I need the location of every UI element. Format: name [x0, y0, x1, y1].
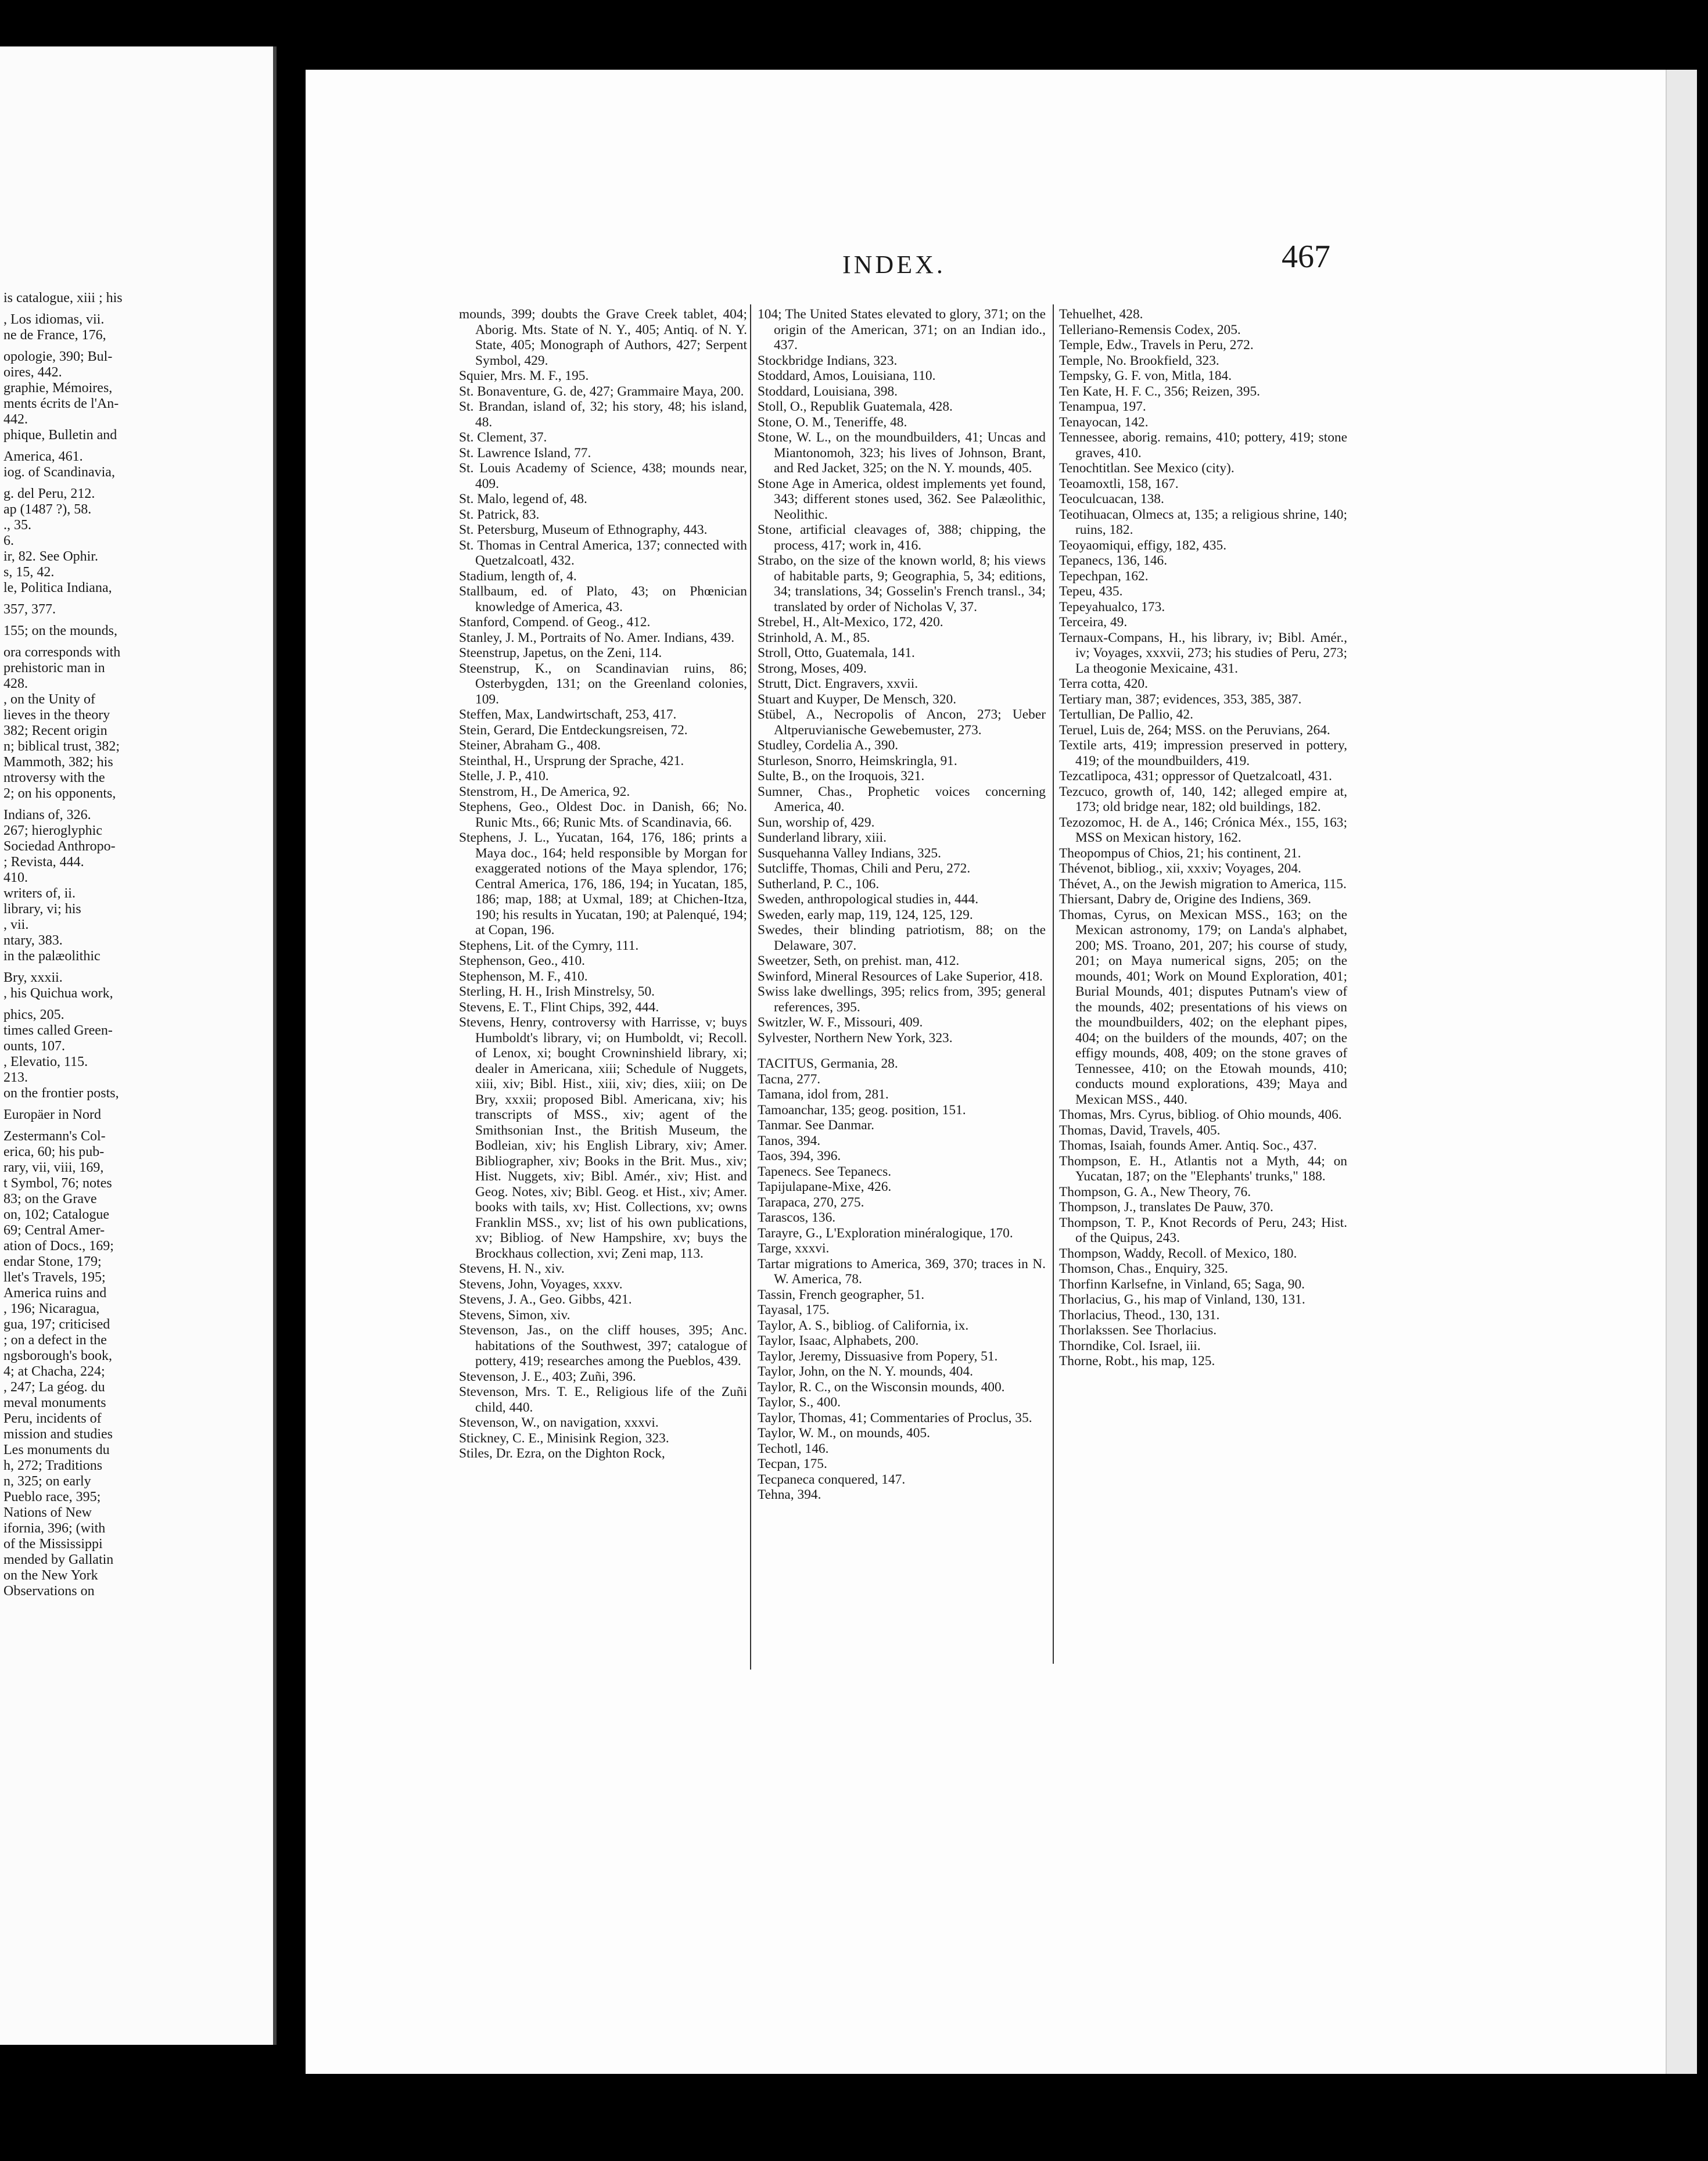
- left-page-line: gua, 197; criticised: [3, 1317, 110, 1332]
- left-page-line: in the palæolithic: [3, 949, 101, 964]
- index-entry: Tanmar. See Danmar.: [758, 1118, 875, 1133]
- left-page-line: ounts, 107.: [3, 1039, 66, 1054]
- index-entry: Stevenson, Jas., on the cliff houses, 395; Anc. habitations of the Southwest, 397; catalogue of pottery, 419; researches among the Pueblos, 439.: [459, 1323, 747, 1369]
- index-entry: Stevens, H. N., xiv.: [459, 1261, 565, 1276]
- line-gap: [3, 1001, 271, 1007]
- index-entry: Tanos, 394.: [758, 1133, 821, 1148]
- section-gap: [758, 1046, 1046, 1056]
- left-page-line: Pueblo race, 395;: [3, 1489, 101, 1505]
- index-entry: St. Bonaventure, G. de, 427; Grammaire Maya, 200.: [459, 383, 744, 399]
- index-entry: Tacna, 277.: [758, 1071, 821, 1087]
- index-entry: Stoddard, Amos, Louisiana, 110.: [758, 368, 936, 383]
- left-page-line: n; biblical trust, 382;: [3, 739, 120, 754]
- line-gap: [3, 964, 271, 970]
- index-entry: Tehuelhet, 428.: [1059, 307, 1143, 322]
- index-entry: Taylor, S., 400.: [758, 1395, 841, 1410]
- index-entry: Ternaux-Compans, H., his library, iv; Bibl. Amér., iv; Voyages, xxxvii, 273; his studies of Peru, 273; La theogonie Mexicaine, 431.: [1059, 630, 1347, 676]
- left-page-line: ap (1487 ?), 58.: [3, 502, 92, 517]
- left-page-line: 213.: [3, 1070, 28, 1085]
- left-page-line: llet's Travels, 195;: [3, 1270, 106, 1285]
- left-page-line: Sociedad Anthropo-: [3, 839, 116, 854]
- index-entry: Taylor, Isaac, Alphabets, 200.: [758, 1333, 919, 1348]
- left-page-line: 428.: [3, 676, 28, 691]
- left-page-line: on, 102; Catalogue: [3, 1207, 109, 1222]
- index-entry: Stenstrom, H., De America, 92.: [459, 784, 630, 799]
- left-page-line: oires, 442.: [3, 365, 62, 380]
- index-entry: St. Petersburg, Museum of Ethnography, 443.: [459, 522, 708, 537]
- index-entry: Teoculcuacan, 138.: [1059, 491, 1164, 507]
- left-page-line: 442.: [3, 412, 28, 427]
- left-page-line: , 196; Nicaragua,: [3, 1301, 100, 1316]
- index-entry: Terceira, 49.: [1059, 615, 1128, 630]
- line-gap: [3, 802, 271, 807]
- index-entry: Sturleson, Snorro, Heimskringla, 91.: [758, 753, 957, 769]
- index-entry: Thompson, Waddy, Recoll. of Mexico, 180.: [1059, 1245, 1297, 1261]
- left-page-line: on the New York: [3, 1568, 98, 1583]
- index-entry: Tezcuco, growth of, 140, 142; alleged empire at, 173; old bridge near, 182; old buildings, 182.: [1059, 784, 1347, 814]
- left-page-line: America, 461.: [3, 449, 83, 464]
- index-entry: Tennessee, aborig. remains, 410; pottery, 419; stone graves, 410.: [1059, 430, 1347, 461]
- index-column-2: [758, 307, 1046, 1503]
- left-page-line: Bry, xxxii.: [3, 970, 63, 985]
- index-entry: Stephenson, Geo., 410.: [459, 953, 585, 968]
- left-page-line: 2; on his opponents,: [3, 786, 116, 801]
- index-entry: Sunderland library, xiii.: [758, 830, 887, 845]
- index-entry: Tempsky, G. F. von, Mitla, 184.: [1059, 368, 1232, 383]
- index-entry: Sweden, anthropological studies in, 444.: [758, 892, 979, 907]
- index-column-1: [459, 307, 747, 1462]
- left-page-line: g. del Peru, 212.: [3, 486, 95, 501]
- left-page-line: , 247; La géog. du: [3, 1380, 105, 1395]
- index-entry: Tertullian, De Pallio, 42.: [1059, 707, 1193, 722]
- index-entry: Strutt, Dict. Engravers, xxvii.: [758, 676, 918, 691]
- page-edge-shadow: [1666, 70, 1697, 2074]
- index-entry: Squier, Mrs. M. F., 195.: [459, 368, 589, 383]
- index-entry: TACITUS, Germania, 28.: [758, 1056, 898, 1071]
- index-entry: Steenstrup, K., on Scandinavian ruins, 86; Osterbygden, 131; on the Greenland colonies, 109.: [459, 660, 747, 707]
- index-entry: St. Clement, 37.: [459, 430, 547, 445]
- left-page-line: ora corresponds with: [3, 645, 121, 660]
- index-entry: Thomas, Isaiah, founds Amer. Antiq. Soc., 437.: [1059, 1138, 1317, 1153]
- column-rule: [1053, 304, 1054, 1664]
- left-page-line: on the frontier posts,: [3, 1086, 119, 1101]
- index-entry: Tepeyahualco, 173.: [1059, 599, 1165, 615]
- left-page-line: ir, 82. See Ophir.: [3, 549, 99, 564]
- index-entry: Ten Kate, H. F. C., 356; Reizen, 395.: [1059, 383, 1260, 399]
- index-entry: Stephenson, M. F., 410.: [459, 968, 588, 984]
- index-entry: Thompson, G. A., New Theory, 76.: [1059, 1184, 1251, 1200]
- left-page-line: ., 35.: [3, 518, 31, 533]
- index-entry: Tarayre, G., L'Exploration minéralogique, 170.: [758, 1225, 1013, 1241]
- index-entry: Thompson, E. H., Atlantis not a Myth, 44; on Yucatan, 187; on the "Elephants' trunks," 188.: [1059, 1153, 1347, 1184]
- index-entry: Thompson, T. P., Knot Records of Peru, 243; Hist. of the Quipus, 243.: [1059, 1215, 1347, 1245]
- index-entry: Tezcatlipoca, 431; oppressor of Quetzalcoatl, 431.: [1059, 769, 1332, 784]
- index-entry: Stevenson, J. E., 403; Zuñi, 396.: [459, 1369, 636, 1384]
- left-page-line: lieves in the theory: [3, 708, 110, 723]
- index-entry: Tartar migrations to America, 369, 370; traces in N. W. America, 78.: [758, 1256, 1046, 1287]
- line-gap: [3, 1123, 271, 1129]
- index-entry: Stephens, Lit. of the Cymry, 111.: [459, 938, 639, 953]
- index-entry: Steenstrup, Japetus, on the Zeni, 114.: [459, 645, 662, 660]
- index-entry: Taylor, Thomas, 41; Commentaries of Proclus, 35.: [758, 1410, 1032, 1426]
- index-entry: Switzler, W. F., Missouri, 409.: [758, 1015, 923, 1030]
- left-page-line: ifornia, 396; (with: [3, 1521, 106, 1536]
- index-entry: Tehna, 394.: [758, 1487, 821, 1502]
- index-entry: St. Lawrence Island, 77.: [459, 445, 591, 461]
- left-page-line: , vii.: [3, 917, 29, 932]
- index-entry: Sweetzer, Seth, on prehist. man, 412.: [758, 953, 960, 968]
- index-entry: Strabo, on the size of the known world, 8; his views of habitable parts, 9; Geographia, 5, 34; editions, 34; translations, 34; Gosselin's French transl., 34; translated by order of Nicholas V, 37.: [758, 553, 1046, 615]
- index-entry: Tezozomoc, H. de A., 146; Crónica Méx., 155, 163; MSS on Mexican history, 162.: [1059, 814, 1347, 845]
- index-entry: Sutherland, P. C., 106.: [758, 876, 880, 892]
- index-entry: Tertiary man, 387; evidences, 353, 385, 387.: [1059, 691, 1302, 707]
- line-gap: [3, 618, 271, 623]
- index-entry: Sweden, early map, 119, 124, 125, 129.: [758, 907, 973, 922]
- index-entry: Strong, Moses, 409.: [758, 660, 867, 676]
- left-page-line: Indians of, 326.: [3, 807, 91, 823]
- page-number: 467: [1282, 239, 1330, 275]
- index-column-3: [1059, 307, 1347, 1369]
- index-entry: Thorfinn Karlsefne, in Vinland, 65; Saga, 90.: [1059, 1276, 1305, 1292]
- index-entry: 104; The United States elevated to glory, 371; on the origin of the American, 371; on an Indian ido., 437.: [758, 307, 1046, 353]
- index-entry: St. Thomas in Central America, 137; connected with Quetzalcoatl, 432.: [459, 537, 747, 568]
- left-page-line: Mammoth, 382; his: [3, 755, 113, 770]
- left-page-line: Nations of New: [3, 1505, 92, 1520]
- index-entry: Tapijulapane-Mixe, 426.: [758, 1179, 892, 1194]
- index-entry: Thiersant, Dabry de, Origine des Indiens, 369.: [1059, 892, 1311, 907]
- index-entry: Thorlacius, Theod., 130, 131.: [1059, 1307, 1220, 1323]
- index-entry: Tecpaneca conquered, 147.: [758, 1471, 906, 1487]
- index-entry: Swedes, their blinding patriotism, 88; on the Delaware, 307.: [758, 922, 1046, 953]
- index-entry: Stiles, Dr. Ezra, on the Dighton Rock,: [459, 1446, 665, 1461]
- index-entry: Tenampua, 197.: [1059, 399, 1146, 414]
- index-entry: Targe, xxxvi.: [758, 1241, 830, 1256]
- index-entry: Stanley, J. M., Portraits of No. Amer. Indians, 439.: [459, 630, 735, 645]
- index-entry: Sumner, Chas., Prophetic voices concerning America, 40.: [758, 784, 1046, 814]
- left-page-line: , Elevatio, 115.: [3, 1054, 88, 1069]
- left-page-line: , Los idiomas, vii.: [3, 312, 105, 327]
- index-entry: Stevens, E. T., Flint Chips, 392, 444.: [459, 999, 659, 1015]
- left-page-line: ; Revista, 444.: [3, 855, 84, 870]
- left-page-line: , his Quichua work,: [3, 986, 113, 1001]
- index-entry: Thomas, David, Travels, 405.: [1059, 1122, 1221, 1138]
- index-entry: Teotihuacan, Olmecs at, 135; a religious shrine, 140; ruins, 182.: [1059, 507, 1347, 537]
- index-entry: Tarascos, 136.: [758, 1210, 836, 1225]
- index-entry: Thévenot, bibliog., xii, xxxiv; Voyages, 204.: [1059, 861, 1301, 876]
- left-page-line: ngsborough's book,: [3, 1348, 112, 1363]
- index-entry: Tassin, French geographer, 51.: [758, 1287, 925, 1302]
- index-entry: Theopompus of Chios, 21; his continent, 21.: [1059, 845, 1301, 861]
- index-entry: Stevenson, W., on navigation, xxxvi.: [459, 1415, 659, 1430]
- index-entry: Taylor, A. S., bibliog. of California, ix.: [758, 1318, 969, 1333]
- index-entry: Stübel, A., Necropolis of Ancon, 273; Ueber Altperuvianische Gewebemuster, 273.: [758, 707, 1046, 738]
- index-entry: Stevens, J. A., Geo. Gibbs, 421.: [459, 1292, 632, 1307]
- index-entry: Stoll, O., Republik Guatemala, 428.: [758, 399, 953, 414]
- line-gap: [3, 306, 271, 312]
- left-page-line: Zestermann's Col-: [3, 1129, 106, 1144]
- left-page-line: ; on a defect in the: [3, 1333, 107, 1348]
- index-entry: Sterling, H. H., Irish Minstrelsy, 50.: [459, 984, 655, 999]
- left-page-line: phique, Bulletin and: [3, 428, 117, 443]
- left-page-line: 83; on the Grave: [3, 1191, 97, 1207]
- left-page-line: 155; on the mounds,: [3, 623, 117, 638]
- index-entry: Stone, O. M., Teneriffe, 48.: [758, 414, 907, 430]
- left-page-line: America ruins and: [3, 1286, 107, 1301]
- left-page-text: [3, 290, 271, 1599]
- line-gap: [3, 596, 271, 602]
- left-page-line: ntary, 383.: [3, 933, 63, 948]
- index-entry: Stone, W. L., on the moundbuilders, 41; Uncas and Miantonomoh, 323; his lives of Johnson, Brant, and Red Jacket, 325; on the N. Y. mounds, 405.: [758, 430, 1046, 476]
- index-entry: Stone, artificial cleavages of, 388; chipping, the process, 417; work in, 416.: [758, 522, 1046, 553]
- index-entry: Thomson, Chas., Enquiry, 325.: [1059, 1261, 1228, 1276]
- index-entry: Tepechpan, 162.: [1059, 568, 1149, 584]
- left-page-line: Europäer in Nord: [3, 1107, 101, 1122]
- index-entry: Stallbaum, ed. of Plato, 43; on Phœnician knowledge of America, 43.: [459, 584, 747, 615]
- index-entry: Sun, worship of, 429.: [758, 814, 875, 830]
- index-entry: Telleriano-Remensis Codex, 205.: [1059, 322, 1241, 338]
- left-page-line: 267; hieroglyphic: [3, 823, 102, 838]
- index-entry: Stroll, Otto, Guatemala, 141.: [758, 645, 915, 660]
- left-facing-page: [0, 46, 277, 2045]
- left-page-line: ation of Docs., 169;: [3, 1239, 114, 1254]
- left-page-line: meval monuments: [3, 1395, 106, 1410]
- index-entry: Textile arts, 419; impression preserved in pottery, 419; of the moundbuilders, 419.: [1059, 738, 1347, 769]
- left-page-line: times called Green-: [3, 1023, 113, 1038]
- index-entry: Taylor, R. C., on the Wisconsin mounds, 400.: [758, 1379, 1005, 1395]
- index-entry: Swinford, Mineral Resources of Lake Superior, 418.: [758, 968, 1043, 984]
- index-entry: Thorndike, Col. Israel, iii.: [1059, 1338, 1201, 1354]
- index-entry: Swiss lake dwellings, 395; relics from, 395; general references, 395.: [758, 984, 1046, 1015]
- index-entry: Tamana, idol from, 281.: [758, 1087, 889, 1102]
- index-entry: Stelle, J. P., 410.: [459, 769, 549, 784]
- left-page-line: erica, 60; his pub-: [3, 1144, 105, 1160]
- index-entry: Tepanecs, 136, 146.: [1059, 553, 1168, 568]
- index-entry: St. Brandan, island of, 32; his story, 48; his island, 48.: [459, 399, 747, 430]
- left-page-line: Peru, incidents of: [3, 1411, 102, 1426]
- line-gap: [3, 1101, 271, 1107]
- left-page-line: of the Mississippi: [3, 1537, 103, 1552]
- index-entry: Tenayocan, 142.: [1059, 414, 1149, 430]
- index-entry: Stein, Gerard, Die Entdeckungsreisen, 72.: [459, 722, 688, 738]
- index-entry: Steffen, Max, Landwirtschaft, 253, 417.: [459, 707, 677, 722]
- index-entry: Stockbridge Indians, 323.: [758, 353, 898, 368]
- index-entry: Thorlacius, G., his map of Vinland, 130, 131.: [1059, 1292, 1305, 1307]
- left-page-line: ntroversy with the: [3, 770, 105, 785]
- index-entry: Sylvester, Northern New York, 323.: [758, 1030, 953, 1046]
- index-entry: Teoyaomiqui, effigy, 182, 435.: [1059, 537, 1227, 553]
- index-entry: St. Louis Academy of Science, 438; mounds near, 409.: [459, 461, 747, 491]
- index-entry: Thévet, A., on the Jewish migration to America, 115.: [1059, 876, 1347, 892]
- index-entry: Stephens, J. L., Yucatan, 164, 176, 186; prints a Maya doc., 164; held responsible by Morgan for exaggerated notions of the Maya splendor, 176; Central America, 176, 186, 194; in Yucatan, 185, 186; map, 188; at Uxmal, 189; at Chichen-Itza, 190; his results in Yucatan, 190; at Palenqué, 194; at Copan, 196.: [459, 830, 747, 938]
- left-page-line: mended by Gallatin: [3, 1552, 114, 1567]
- left-page-line: , on the Unity of: [3, 692, 95, 707]
- left-page-line: ne de France, 176,: [3, 328, 106, 343]
- index-entry: Sulte, B., on the Iroquois, 321.: [758, 769, 925, 784]
- index-entry: St. Malo, legend of, 48.: [459, 491, 587, 507]
- line-gap: [3, 343, 271, 349]
- left-page-line: 357, 377.: [3, 602, 56, 617]
- left-page-line: graphie, Mémoires,: [3, 380, 113, 396]
- index-entry: Teoamoxtli, 158, 167.: [1059, 476, 1179, 491]
- index-entry: Strebel, H., Alt-Mexico, 172, 420.: [758, 615, 943, 630]
- index-entry: Terra cotta, 420.: [1059, 676, 1148, 691]
- left-page-line: is catalogue, xiii ; his: [3, 290, 123, 306]
- left-page-line: Observations on: [3, 1584, 95, 1599]
- index-entry: Taylor, Jeremy, Dissuasive from Popery, 51.: [758, 1348, 998, 1364]
- index-entry: Stone Age in America, oldest implements yet found, 343; different stones used, 362. See Palæolithic, Neolithic.: [758, 476, 1046, 522]
- left-page-line: 410.: [3, 870, 28, 885]
- left-page-line: prehistoric man in: [3, 660, 105, 676]
- left-page-line: endar Stone, 179;: [3, 1254, 102, 1269]
- index-entry: Tamoanchar, 135; geog. position, 151.: [758, 1102, 966, 1118]
- left-page-line: writers of, ii.: [3, 886, 76, 901]
- running-head: INDEX.: [842, 250, 946, 279]
- index-entry: Thompson, J., translates De Pauw, 370.: [1059, 1200, 1273, 1215]
- index-entry: mounds, 399; doubts the Grave Creek tablet, 404; Aborig. Mts. State of N. Y., 405; Antiq. of N. Y. State, 405; Monograph of Authors, 427; Serpent Symbol, 429.: [459, 307, 747, 368]
- line-gap: [3, 443, 271, 449]
- left-page-line: phics, 205.: [3, 1007, 64, 1022]
- index-entry: Taylor, John, on the N. Y. mounds, 404.: [758, 1364, 974, 1379]
- index-entry: Stanford, Compend. of Geog., 412.: [459, 615, 651, 630]
- left-page-line: iog. of Scandinavia,: [3, 465, 115, 480]
- line-gap: [3, 639, 271, 645]
- index-entry: Stevens, John, Voyages, xxxv.: [459, 1276, 623, 1292]
- left-page-line: t Symbol, 76; notes: [3, 1176, 112, 1191]
- left-page-line: rary, vii, viii, 169,: [3, 1160, 104, 1175]
- index-entry: Stevens, Henry, controversy with Harrisse, v; buys Humboldt's library, vi; on Humboldt, vi; Recoll. of Lenox, xi; bought Crowninshield library, xi; dealer in Americana, xiii; Schedule of Nuggets, xiii, xiv; Bibl. Hist., xiii, xiv; dies, xiii; on De Bry, xxxii; proposed Bibl. Americana, xiv; his transcripts of MSS., xiv; agent of the Smithsonian Inst., the British Museum, the Bodleian, xiv; his English Library, xiv; Amer. Bibliographer, xiv; Books in the Brit. Mus., xiv; Hist. Nuggets, xiv; Bibl. Amér., xiv; Hist. and Geog. Notes, xiv; Bibl. Geog. et Hist., xiv; Amer. books with tails, xv; Hist. Collections, xv; owns Franklin MSS., xv; list of his own publications, xv; Bibliog. of New Hampshire, xv; buys the Brockhaus collection, xvi; Zeni map, 113.: [459, 1015, 747, 1261]
- left-page-line: mission and studies: [3, 1427, 113, 1442]
- left-page-line: library, vi; his: [3, 902, 81, 917]
- column-rule: [750, 304, 751, 1670]
- index-entry: Stuart and Kuyper, De Mensch, 320.: [758, 691, 957, 707]
- index-entry: Steiner, Abraham G., 408.: [459, 738, 601, 753]
- index-entry: Tepeu, 435.: [1059, 584, 1123, 599]
- left-page-line: 4; at Chacha, 224;: [3, 1364, 105, 1379]
- left-page-line: ments écrits de l'An-: [3, 396, 119, 411]
- index-entry: Temple, Edw., Travels in Peru, 272.: [1059, 338, 1254, 353]
- index-entry: Temple, No. Brookfield, 323.: [1059, 353, 1219, 368]
- index-entry: St. Patrick, 83.: [459, 507, 540, 522]
- index-entry: Stevens, Simon, xiv.: [459, 1307, 570, 1323]
- index-entry: Stephens, Geo., Oldest Doc. in Danish, 66; No. Runic Mts., 66; Runic Mts. of Scandinavia, 66.: [459, 799, 747, 830]
- index-entry: Tenochtitlan. See Mexico (city).: [1059, 461, 1235, 476]
- index-entry: Studley, Cordelia A., 390.: [758, 738, 899, 753]
- index-entry: Techotl, 146.: [758, 1441, 829, 1456]
- right-page: [306, 70, 1697, 2074]
- left-page-line: Les monuments du: [3, 1442, 110, 1458]
- index-entry: Stevenson, Mrs. T. E., Religious life of the Zuñi child, 440.: [459, 1384, 747, 1415]
- index-entry: Steinthal, H., Ursprung der Sprache, 421.: [459, 753, 684, 769]
- left-page-line: le, Politica Indiana,: [3, 580, 112, 595]
- index-entry: Susquehanna Valley Indians, 325.: [758, 845, 941, 861]
- left-page-line: 69; Central Amer-: [3, 1223, 105, 1238]
- index-entry: Stadium, length of, 4.: [459, 568, 577, 584]
- left-page-line: 6.: [3, 533, 14, 548]
- index-entry: Taos, 394, 396.: [758, 1148, 841, 1164]
- index-entry: Strinhold, A. M., 85.: [758, 630, 870, 645]
- left-page-line: 382; Recent origin: [3, 723, 107, 738]
- left-page-line: s, 15, 42.: [3, 565, 55, 580]
- left-page-line: n, 325; on early: [3, 1474, 91, 1489]
- left-page-line: opologie, 390; Bul-: [3, 349, 113, 364]
- index-entry: Taylor, W. M., on mounds, 405.: [758, 1426, 930, 1441]
- index-entry: Thorne, Robt., his map, 125.: [1059, 1354, 1215, 1369]
- index-entry: Stoddard, Louisiana, 398.: [758, 383, 898, 399]
- index-entry: Teruel, Luis de, 264; MSS. on the Peruvians, 264.: [1059, 722, 1330, 738]
- index-entry: Tarapaca, 270, 275.: [758, 1194, 864, 1210]
- index-entry: Tayasal, 175.: [758, 1302, 830, 1318]
- index-entry: Thomas, Cyrus, on Mexican MSS., 163; on the Mexican astronomy, 179; on Landa's alphabet, 200; MS. Troano, 201, 207; his course of study, 201; on Maya numerical signs, 205; on the mounds, 401; Work on Mound Exploration, 401; Burial Mounds, 401; disputes Putnam's view of the mounds, 402; presentations of his views on the moundbuilders, 402; on the elephant pipes, 404; on the builders of the mounds, 407; on the effigy mounds, 408, 409; on the stone graves of Tennessee, 410; on the Etowah mounds, 410; conducts mound explorations, 439; Maya and Mexican MSS., 440.: [1059, 907, 1347, 1107]
- line-gap: [3, 480, 271, 486]
- index-entry: Thomas, Mrs. Cyrus, bibliog. of Ohio mounds, 406.: [1059, 1107, 1342, 1122]
- left-page-line: h, 272; Traditions: [3, 1458, 103, 1473]
- index-entry: Tecpan, 175.: [758, 1456, 827, 1471]
- index-entry: Thorlakssen. See Thorlacius.: [1059, 1323, 1217, 1338]
- index-entry: Sutcliffe, Thomas, Chili and Peru, 272.: [758, 861, 971, 876]
- index-entry: Tapenecs. See Tepanecs.: [758, 1164, 892, 1179]
- index-entry: Stickney, C. E., Minisink Region, 323.: [459, 1430, 669, 1446]
